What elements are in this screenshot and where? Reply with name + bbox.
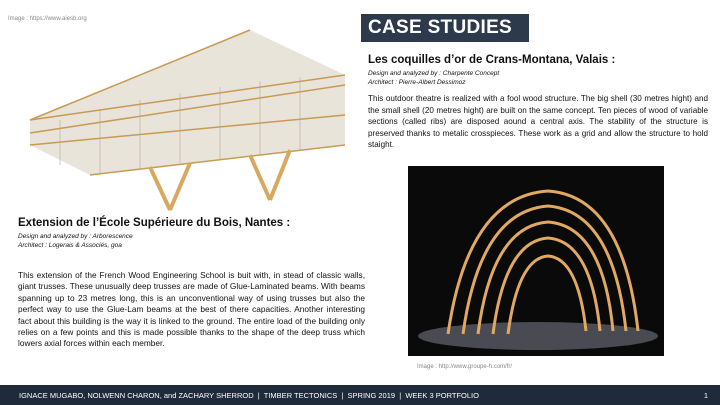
shell-theatre-image [408,166,664,356]
case-designer: Design and analyzed by : Arborescence [18,233,133,240]
case-body: This extension of the French Wood Engineering School is buit with, in stead of classic walls, giant trusses. These unusually deep trusses are made of Glue-Laminated beams. With beams spanning up to 23 metres long, this is an unconventional way of using trusses but also the perfect way to use the Glue-Lam beams at the best of there capacities. Another interesting fact about this building is the way it is linked to the ground. The entire load of the building only relies on a few points and this is made possible thanks to the shape of the deep truss which lowers axial forces within each member. [18,270,365,349]
left-image-credit: Image : https://www.aiesb.org [8,16,87,22]
school-extension-image [0,25,350,215]
case-study-ecole-bois [18,217,365,350]
case-architect: Architect : Pierre-Albert Dessimoz [368,79,466,86]
case-title: Les coquilles d’or de Crans-Montana, Valais : [368,54,616,66]
right-image-credit: Image : http://www.groupe-h.com/fr/ [417,364,513,370]
page-title: CASE STUDIES [361,14,529,42]
case-body: This outdoor theatre is realized with a fool wood structure. The big shell (30 metres hight) and the small shell (20 metres hight) are built on the same concept. Ten pieces of wood of variable sections (called ribs) are disposed aound a central axis. The stability of the structure is preserved thanks to metalic crosspieces. These work as a grid and allow the structure to hold staight. [368,94,708,150]
page-number: 1 [703,391,708,400]
footer-text: IGNACE MUGABO, NOLWENN CHARON, and ZACHARY SHERROD | TIMBER TECTONICS | SPRING 2019 | WEEK 3 PORTFOLIO [19,391,479,400]
case-architect: Architect : Logerais & Associés, goa [18,242,122,249]
case-title: Extension de l’École Supérieure du Bois, Nantes : [18,217,291,229]
case-designer: Design and analyzed by : Charpente Concept [368,70,500,77]
case-study-crans-montana [368,54,708,151]
footer-bar [0,385,720,405]
